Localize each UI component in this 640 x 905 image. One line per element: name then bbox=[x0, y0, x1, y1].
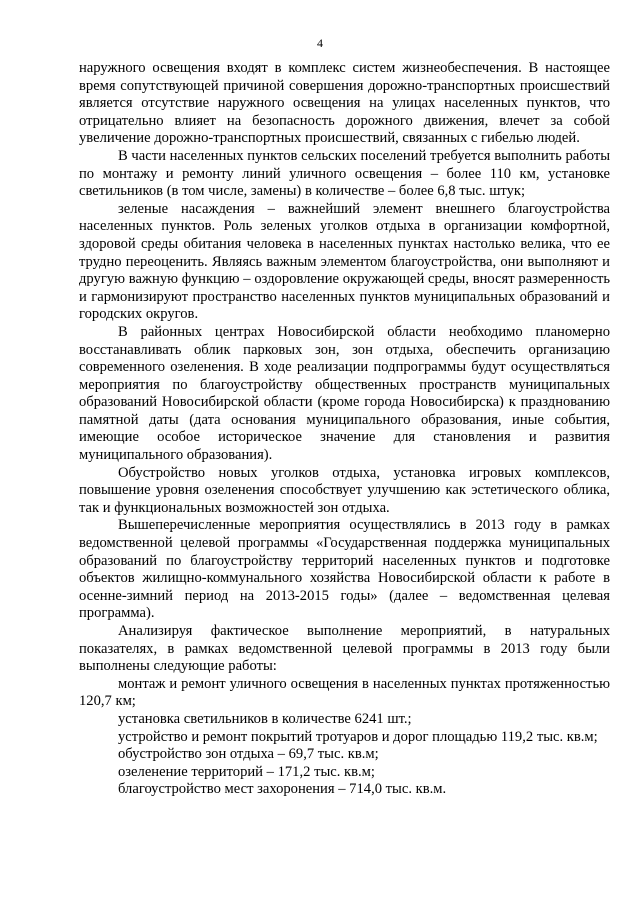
document-body bbox=[79, 60, 610, 799]
paragraph-program-2013: Вышеперечисленные мероприятия осуществлялись в 2013 году в рамках ведомственной целевой программы «Государственная поддержка муниципальных образований по благоустройству территорий населенных пунктов и подготовке объектов жилищно-коммунального хозяйства Новосибирской области к работе в осенне-зимний период на 2013-2015 годы» (далее – ведомственная целевая программа). bbox=[79, 517, 610, 622]
list-item-recreation-zones: обустройство зон отдыха – 69,7 тыс. кв.м; bbox=[118, 746, 379, 763]
list-item-sidewalks-roads: устройство и ремонт покрытий тротуаров и дорог площадью 119,2 тыс. кв.м; bbox=[118, 728, 598, 745]
list-item-landscaping: озеленение территорий – 171,2 тыс. кв.м; bbox=[118, 763, 375, 780]
list-item-lighting-length: монтаж и ремонт уличного освещения в населенных пунктах протяженностью 120,7 км; bbox=[79, 675, 610, 710]
paragraph-district-centers: В районных центрах Новосибирской области необходимо планомерно восстанавливать облик парковых зон, зон отдыха, обеспечить организацию современного озеленения. В ходе реализации подпрограммы будут осуществляться мероприятия по благоустройству общественных пространств муниципальных образований Новосибирской области (кроме города Новосибирска) к празднованию памятной даты (дата основания муниципального образования, иные события, имеющие особое историческое значение для становления и развития муниципального образования). bbox=[79, 323, 610, 464]
paragraph-recreation-corners: Обустройство новых уголков отдыха, установка игровых комплексов, повышение уровня озеленения способствует улучшению как эстетического облика, так и функциональных возможностей зон отдыха. bbox=[79, 464, 610, 516]
list-item-cemeteries: благоустройство мест захоронения – 714,0 тыс. кв.м. bbox=[118, 781, 447, 798]
paragraph-analysis: Анализируя фактическое выполнение мероприятий, в натуральных показателях, в рамках ведомственной целевой программы в 2013 году были выполнены следующие работы: bbox=[79, 623, 610, 675]
paragraph-rural-lighting-works: В части населенных пунктов сельских поселений требуется выполнить работы по монтажу и ремонту линий уличного освещения – более 110 км, установке светильников (в том числе, замены) в количестве – более 6,8 тыс. штук; bbox=[79, 147, 610, 200]
paragraph-street-lighting-continued: наружного освещения входят в комплекс систем жизнеобеспечения. В настоящее время сопутствующей причиной совершения дорожно-транспортных происшествий является отсутствие наружного освещения на улицах населенных пунктов, что отрицательно влияет на безопасность дорожного движения, влечет за собой увеличение дорожно-транспортных происшествий, связанных с гибелью людей. bbox=[79, 60, 610, 147]
page-number: 4 bbox=[317, 36, 323, 50]
list-item-lamps-installed: установка светильников в количестве 6241 шт.; bbox=[118, 710, 412, 727]
paragraph-green-plantings: зеленые насаждения – важнейший элемент внешнего благоустройства населенных пунктов. Роль зеленых уголков отдыха в организации комфортной, здоровой среды обитания человека в населенных пунктах настолько велика, что ее трудно переоценить. Являясь важным элементом благоустройства, они выполняют и другую важную функцию – оздоровление окружающей среды, вносят размеренность и гармонизируют пространство населенных пунктов муниципальных образований и городских округов. bbox=[79, 200, 610, 323]
